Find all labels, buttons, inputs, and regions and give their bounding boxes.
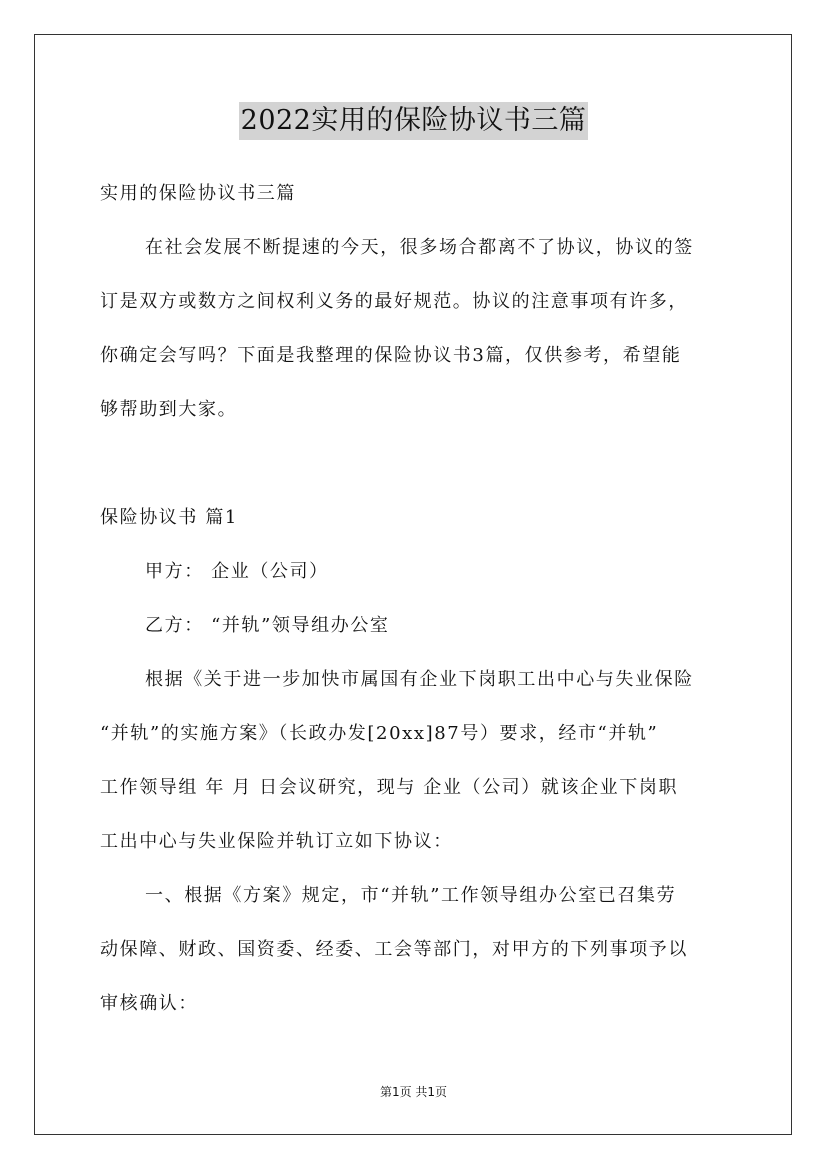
clause-one-line-3: 审核确认： [100, 993, 198, 1014]
party-a-line: 甲方： 企业（公司） [145, 561, 329, 582]
page-footer: 第1页 共1页 [379, 1085, 448, 1099]
intro-line-2: 订是双方或数方之间权利义务的最好规范。协议的注意事项有许多， [100, 291, 688, 312]
document-subtitle: 实用的保险协议书三篇 [100, 183, 296, 204]
basis-line-2: “并轨”的实施方案》（长政办发[20xx]87号）要求，经市“并轨” [100, 723, 659, 744]
title-container [0, 102, 827, 140]
section-heading: 保险协议书 篇1 [100, 507, 238, 528]
basis-line-4: 工出中心与失业保险并轨订立如下协议： [100, 831, 453, 852]
basis-line-1: 根据《关于进一步加快市属国有企业下岗职工出中心与失业保险 [145, 669, 694, 690]
basis-line-3: 工作领导组 年 月 日会议研究，现与 企业（公司）就该企业下岗职 [100, 777, 679, 798]
intro-line-1: 在社会发展不断提速的今天，很多场合都离不了协议，协议的签 [145, 237, 694, 258]
clause-one-line-1: 一、根据《方案》规定，市“并轨”工作领导组办公室已召集劳 [145, 885, 677, 906]
intro-line-4: 够帮助到大家。 [100, 399, 238, 420]
party-b-line: 乙方： “并轨”领导组办公室 [145, 615, 390, 636]
document-title: 2022实用的保险协议书三篇 [239, 102, 589, 140]
clause-one-line-2: 动保障、财政、国资委、经委、工会等部门，对甲方的下列事项予以 [100, 939, 688, 960]
intro-line-3: 你确定会写吗？下面是我整理的保险协议书3篇，仅供参考，希望能 [100, 345, 682, 366]
